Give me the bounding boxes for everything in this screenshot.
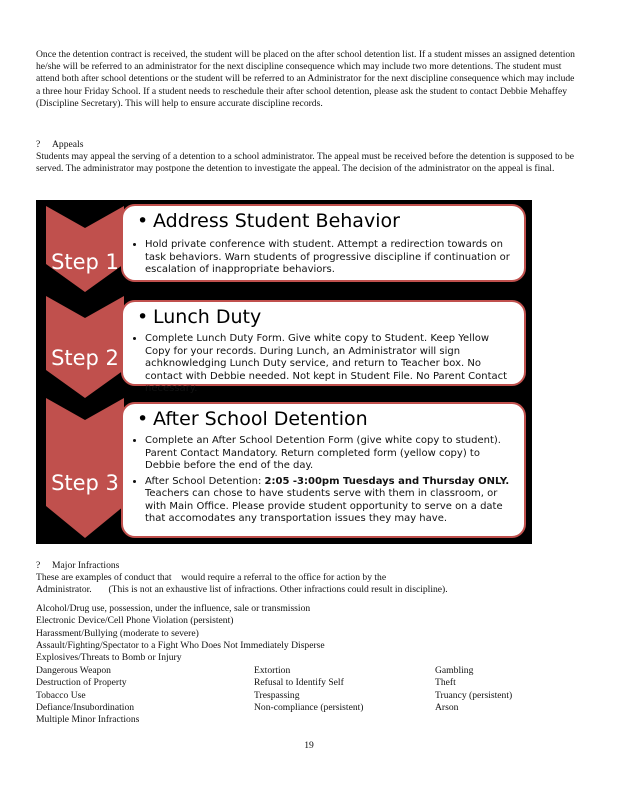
unknown-glyph-icon: ? — [36, 139, 41, 150]
infractions-column-3 — [435, 665, 512, 714]
list-item: Theft — [435, 677, 456, 689]
step-3-bullet-1: • Complete an After School Detention Form (give white copy to student). Parent Contact Mandatory. Return completed form (yellow copy) to Debbie before the end of the day. — [145, 435, 516, 473]
step-1-title: • Address Student Behavior — [137, 210, 400, 232]
step-2-label: Step 2 — [51, 346, 119, 370]
step-2-chevron — [46, 296, 124, 398]
list-item: Dangerous Weapon — [36, 665, 111, 676]
infractions-intro-line-1: These are examples of conduct that would require a referral to the office for action by the — [36, 572, 387, 583]
step-3-bullet-2: • After School Detention: 2:05 -3:00pm Tuesdays and Thursday ONLY. Teachers can chose to have students serve with them in classroom, or with Main Office. Please provide student opportunity to serve on a date that accomodates any transportation issues they may have. — [145, 476, 516, 526]
list-item: Trespassing — [254, 689, 300, 701]
step-1-box — [121, 204, 526, 282]
list-item: Extortion — [254, 665, 291, 676]
infractions-heading — [36, 560, 119, 572]
infractions-column-1 — [36, 665, 139, 726]
list-item: Destruction of Property — [36, 677, 127, 689]
step-3-chevron — [46, 398, 124, 538]
list-item: Multiple Minor Infractions — [36, 714, 140, 726]
list-item: Harassment/Bullying (moderate to severe) — [36, 627, 199, 639]
list-item: Electronic Device/Cell Phone Violation (persistent) — [36, 615, 234, 627]
list-item: Arson — [435, 701, 459, 713]
page-number: 19 — [304, 740, 314, 751]
appeals-text: Students may appeal the serving of a detention to a school administrator. The appeal must be received before the detention is supposed to be served. The administrator may postpone the detention to investigate the appeal. The decision of the administrator on the appeal is final. — [36, 151, 574, 175]
step-3-title: • After School Detention — [137, 408, 368, 430]
discipline-steps-diagram — [36, 200, 532, 544]
list-item: Explosives/Threats to Bomb or Injury — [36, 652, 182, 664]
appeals-heading — [36, 139, 83, 151]
step-2-title: • Lunch Duty — [137, 306, 262, 328]
step-2-box — [121, 300, 526, 394]
intro-paragraph: Once the detention contract is received, the student will be placed on the after school detention list. If a student misses an assigned detention he/she will be referred to an administrator for the next discipline consequence which may include two more detentions. The student must attend both after school detentions or the student will be referred to an Administrator for the next discipline consequence which may include a three hour Friday School. If a student needs to reschedule their after school detention, please ask the student to contact Debbie Mehaffey (Discipline Secretary). This will help to ensure accurate discipline records. — [36, 49, 575, 109]
infractions-column-2 — [254, 665, 364, 714]
infractions-intro-line-2: Administrator. (This is not an exhaustive list of infractions. Other infractions could result in discipline). — [36, 584, 448, 595]
chevron-arrow-icon — [46, 398, 124, 538]
list-item: Non-compliance (persistent) — [254, 701, 364, 713]
infractions-full-list — [36, 603, 325, 664]
list-item: Tobacco Use — [36, 689, 86, 701]
infractions-heading-text: Major Infractions — [52, 560, 120, 571]
chevron-arrow-icon — [46, 206, 124, 292]
step-1-chevron — [46, 206, 124, 292]
list-item: Defiance/Insubordination — [36, 701, 135, 713]
list-item: Refusal to Identify Self — [254, 677, 344, 689]
step-3-box — [121, 402, 526, 538]
unknown-glyph-icon: ? — [36, 560, 41, 571]
step-1-label: Step 1 — [51, 250, 119, 274]
step-1-bullet: • Hold private conference with student. Attempt a redirection towards on task behaviors. Warn students of progressive discipline if continuation or escalation of inappropriate behaviors. — [145, 239, 516, 277]
list-item: Assault/Fighting/Spectator to a Fight Who Does Not Immediately Disperse — [36, 639, 325, 651]
list-item: Alcohol/Drug use, possession, under the influence, sale or transmission — [36, 603, 311, 614]
appeals-heading-text: Appeals — [52, 139, 84, 150]
list-item: Truancy (persistent) — [435, 689, 513, 701]
step-2-bullet: • Complete Lunch Duty Form. Give white copy to Student. Keep Yellow Copy for your records. During Lunch, an Administrator will sign achknowledging Lunch Duty service, and return to Teacher box. No contact with Debbie needed. Not kept in Student File. No Parent Contact necessary. — [145, 333, 516, 396]
step-3-label: Step 3 — [51, 471, 119, 495]
list-item: Gambling — [435, 665, 474, 676]
